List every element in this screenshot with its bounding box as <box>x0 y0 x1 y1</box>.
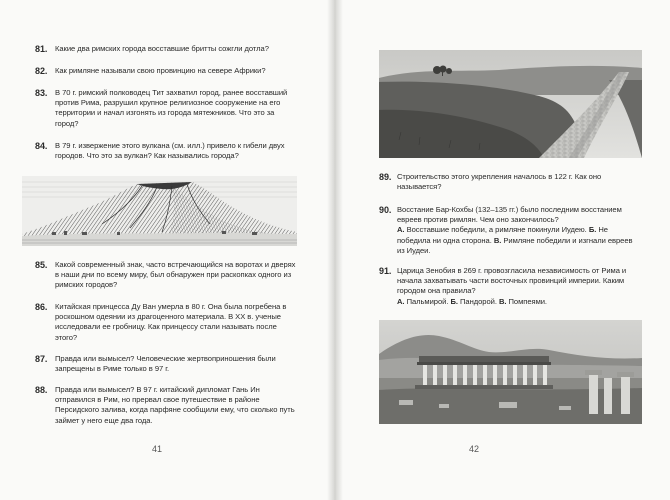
question-90 <box>379 205 637 256</box>
answer-text: Пальмирой. <box>406 296 449 306</box>
question-number: 87. <box>35 354 48 364</box>
answer-label: Б. <box>588 225 597 235</box>
answer-text: Пандорой. <box>460 296 497 306</box>
answer-options <box>379 225 637 256</box>
question-83 <box>35 88 297 129</box>
question-text: В 70 г. римский полководец Тит захватил город, ранее восставший против Рима, разрушил крупное религиозное сооружение на его территории и начал изгонять из города мятежников. Что это за город? <box>55 88 288 128</box>
answer-label: В. <box>498 296 507 306</box>
question-text: Правда или вымысел? Человеческие жертвоприношения были запрещены в Риме только в 97 г. <box>55 354 276 374</box>
left-page <box>0 0 333 500</box>
question-88 <box>35 385 297 426</box>
answer-label: В. <box>493 235 502 245</box>
question-text: Строительство этого укрепления началось в 122 г. Как оно называется? <box>397 172 602 192</box>
answer-label: А. <box>397 225 405 235</box>
answer-text: Не победила ни одна сторона. <box>397 225 608 245</box>
question-text: Как римляне называли свою провинцию на севере Африки? <box>55 66 266 75</box>
vesuvius-illustration <box>22 176 297 246</box>
question-number: 91. <box>379 266 392 276</box>
question-number: 85. <box>35 260 48 270</box>
question-number: 89. <box>379 172 392 182</box>
question-number: 90. <box>379 205 392 215</box>
hadrians-wall-photo <box>379 50 642 158</box>
question-85 <box>35 260 297 291</box>
answer-text: Помпеями. <box>508 296 547 306</box>
question-text: Восстание Бар-Кохбы (132–135 гг.) было последним восстанием евреев против римлян. Чем оно закончилось? <box>397 205 622 225</box>
question-89 <box>379 172 637 192</box>
question-number: 88. <box>35 385 48 395</box>
answer-options <box>379 297 637 307</box>
question-86 <box>35 302 297 343</box>
question-number: 81. <box>35 44 48 54</box>
question-text: Царица Зенобия в 269 г. провозгласила независимость от Рима и начала захватывать части восточных провинций империи. Каким городом она правила? <box>397 266 627 296</box>
question-number: 86. <box>35 302 48 312</box>
question-number: 82. <box>35 66 48 76</box>
question-text: Китайская принцесса Ду Ван умерла в 80 г. Она была погребена в роскошном одеянии из драгоценного материала. В XX в. ученые исследовали ее гробницу. Как принцессу стали называть после этого? <box>55 302 287 342</box>
question-number: 83. <box>35 88 48 98</box>
question-text: Правда или вымысел? В 97 г. китайский дипломат Гань Ин отправился в Рим, но прервал свое путешествие в районе Персидского залива, когда парфяне сообщили ему, что сколько путь займет у него еще два года. <box>55 385 295 425</box>
question-number: 84. <box>35 141 48 151</box>
question-81 <box>35 44 297 54</box>
answer-text: Восставшие победили, а римляне покинули Иудею. <box>406 225 587 235</box>
question-87 <box>35 354 297 374</box>
answer-label: А. <box>397 296 405 306</box>
book-gutter <box>327 0 343 500</box>
question-text: Какой современный знак, часто встречающийся на воротах и дверях в наши дни по всему миру, был обнаружен при раскопках одного из римских городов? <box>55 260 296 290</box>
right-page <box>337 0 670 500</box>
question-text: В 79 г. извержение этого вулкана (см. илл.) привело к гибели двух городов. Что это за вулкан? Как назывались города? <box>55 141 285 161</box>
page-number: 41 <box>152 444 163 454</box>
question-84 <box>35 141 297 161</box>
question-text: Какие два римских города восставшие бритты сожгли дотла? <box>55 44 269 53</box>
question-91 <box>379 266 637 307</box>
answer-label: Б. <box>450 296 458 306</box>
palmyra-ruins-photo <box>379 320 642 424</box>
answer-text: Римляне победили и изгнали евреев из Иудеи. <box>397 235 633 255</box>
question-82 <box>35 66 297 76</box>
page-number: 42 <box>469 444 480 454</box>
